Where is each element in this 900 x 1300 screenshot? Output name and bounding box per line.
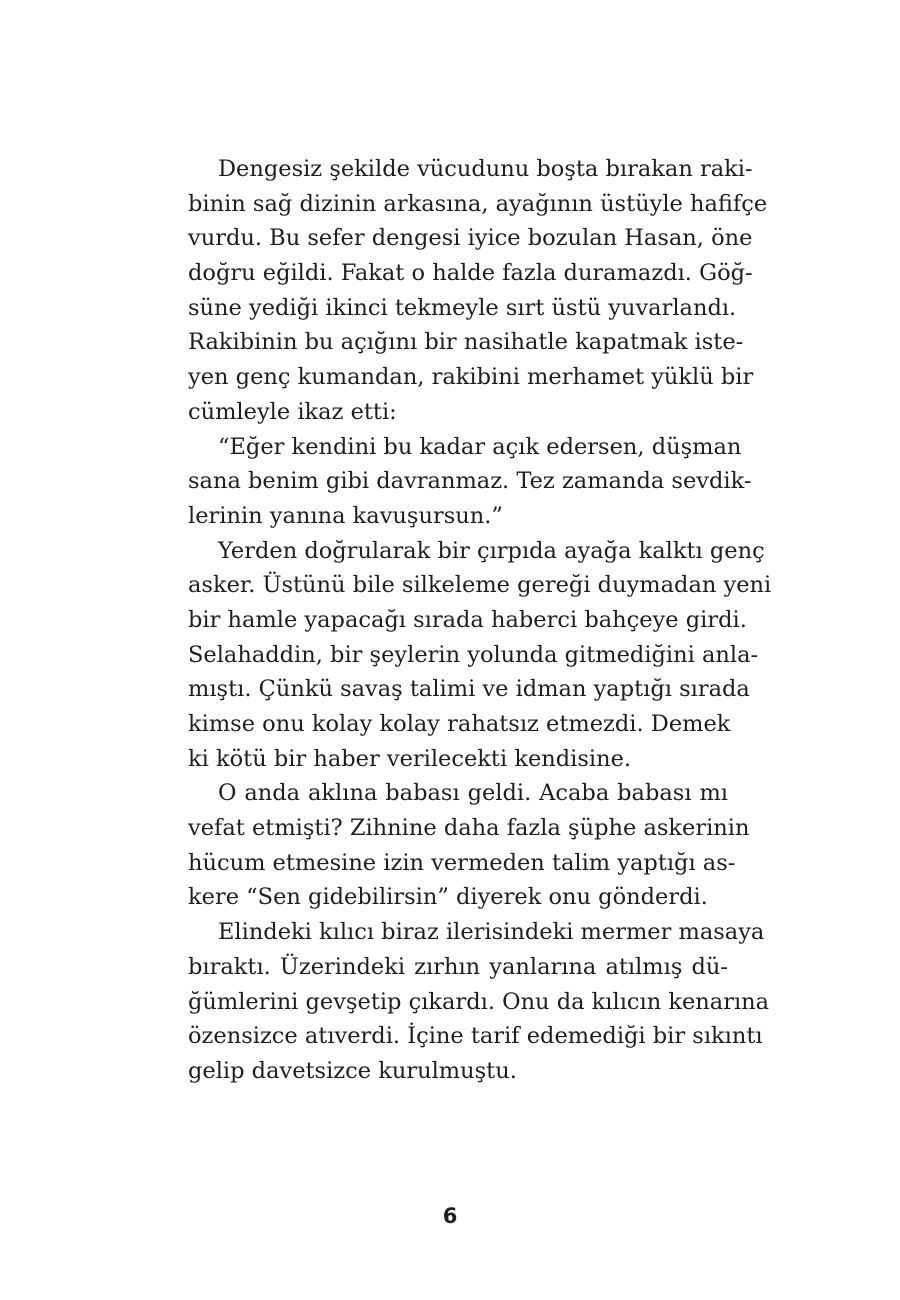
- paragraph-3: [188, 534, 772, 777]
- text-line: bıraktı. Üzerindeki zırhın yanlarına atılmış dü-: [188, 953, 728, 980]
- page-number: 6: [442, 1204, 458, 1228]
- text-line: bir hamle yapacağı sırada haberci bahçeye girdi.: [188, 606, 747, 633]
- text-line: vefat etmişti? Zihnine daha fazla şüphe askerinin: [188, 815, 750, 842]
- text-line: cümleyle ikaz etti:: [188, 398, 397, 425]
- text-line: “Eğer kendini bu kadar açık edersen, düşman: [218, 433, 742, 460]
- text-line: hücum etmesine izin vermeden talim yaptığı as-: [188, 849, 736, 876]
- text-line: sana benim gibi davranmaz. Tez zamanda sevdik-: [188, 468, 752, 495]
- text-line: ğümlerini gevşetip çıkardı. Onu da kılıcın kenarına: [188, 988, 770, 1015]
- text-line: kere “Sen gidebilirsin” diyerek onu gönderdi.: [188, 884, 708, 911]
- text-line: Dengesiz şekilde vücudunu boşta bırakan raki-: [218, 156, 753, 182]
- text-line: asker. Üstünü bile silkeleme gereği duymadan yeni: [188, 572, 772, 599]
- paragraph-4: [188, 776, 750, 915]
- text-line: yen genç kumandan, rakibini merhamet yüklü bir: [188, 364, 754, 391]
- body-text: [188, 152, 772, 1089]
- text-line: doğru eğildi. Fakat o halde fazla duramazdı. Göğ-: [188, 260, 753, 287]
- text-line: Selahaddin, bir şeylerin yolunda gitmediğini anla-: [188, 641, 759, 668]
- text-line: vurdu. Bu sefer dengesi iyice bozulan Hasan, öne: [188, 225, 753, 252]
- paragraph-1: [188, 152, 768, 430]
- text-line: gelip davetsizce kurulmuştu.: [188, 1057, 517, 1084]
- text-line: özensizce atıverdi. İçine tarif edemediği bir sıkıntı: [188, 1023, 763, 1050]
- text-line: lerinin yanına kavuşursun.”: [188, 502, 503, 529]
- text-line: mıştı. Çünkü savaş talimi ve idman yaptığı sırada: [188, 676, 750, 703]
- text-line: Rakibinin bu açığını bir nasihatle kapatmak iste-: [188, 329, 744, 356]
- text-line: Elindeki kılıcı biraz ilerisindeki mermer masaya: [218, 919, 765, 946]
- text-line: Yerden doğrularak bir çırpıda ayağa kalktı genç: [218, 537, 765, 564]
- text-line: O anda aklına babası geldi. Acaba babası mı: [218, 780, 728, 807]
- text-line: ki kötü bir haber verilecekti kendisine.: [188, 745, 632, 772]
- text-line: süne yediği ikinci tekmeyle sırt üstü yuvarlandı.: [188, 294, 737, 321]
- paragraph-2: [188, 430, 752, 534]
- text-line: binin sağ dizinin arkasına, ayağının üstüyle hafifçe: [188, 190, 768, 217]
- paragraph-5: [188, 915, 770, 1088]
- text-line: kimse onu kolay kolay rahatsız etmezdi. Demek: [188, 711, 731, 737]
